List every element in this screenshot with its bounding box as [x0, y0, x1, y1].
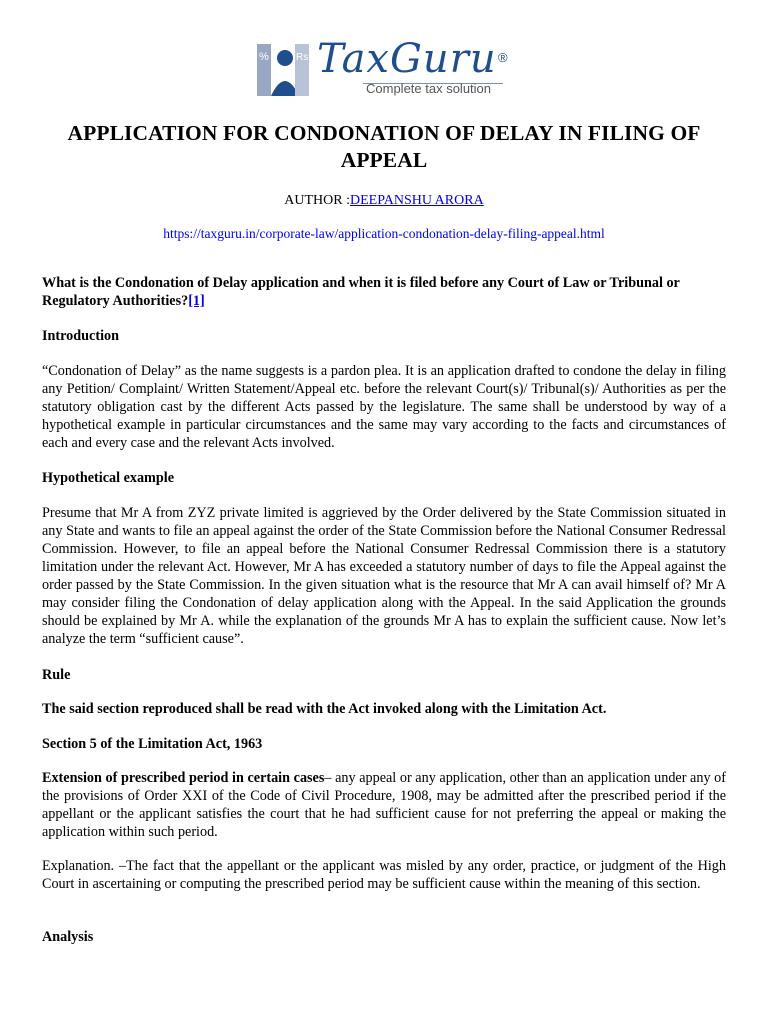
explanation-paragraph: Explanation. –The fact that the appellant or the applicant was misled by any order, practice, or judgment of the High Court in ascertaining or computing the prescribed period may be sufficient cause within the meaning of this section.: [42, 858, 726, 892]
section5-heading: Section 5 of the Limitation Act, 1963: [42, 736, 263, 752]
analysis-heading: Analysis: [42, 929, 94, 945]
introduction-paragraph: “Condonation of Delay” as the name suggests is a pardon plea. It is an application drafted to condone the delay in filing any Petition/ Complaint/ Written Statement/Appeal etc. before the relevant Court(s)/ Tribunal(s)/ Authorities as per the statutory obligation cast by the different Acts passed by the legislature. The same shall be understood by way of a hypothetical example in particular circumstances and the same may vary according to the facts and circumstances of each and every case and the relevant Acts involved.: [42, 363, 726, 451]
extension-paragraph: [42, 769, 726, 841]
introduction-heading: Introduction: [42, 328, 119, 344]
svg-text:Rs: Rs: [296, 52, 309, 63]
extension-title: Extension of prescribed period in certain cases: [42, 770, 325, 786]
question-text: What is the Condonation of Delay application and when it is filed before any Court of Law or Tribunal or Regulatory Authorities?: [42, 275, 680, 309]
question-heading: [42, 274, 726, 310]
hypothetical-heading: Hypothetical example: [42, 470, 175, 486]
taxguru-logo-icon: [255, 38, 313, 100]
logo-tagline: Complete tax solution: [366, 81, 492, 96]
source-url[interactable]: https://taxguru.in/corporate-law/application-condonation-delay-filing-appeal.html: [163, 226, 605, 241]
extension-text: – any appeal or any application, other than an application under any of the provisions of Order XXI of the Code of Civil Procedure, 1908, may be admitted after the prescribed period if the appellant or the applicant satisfies the court that he had sufficient cause for not preferring the appeal or making the application within such period.: [42, 770, 726, 840]
taxguru-logo[interactable]: [255, 38, 525, 102]
footnote-ref-link[interactable]: [1]: [188, 293, 205, 309]
author-line: [0, 193, 768, 209]
rule-paragraph: The said section reproduced shall be read with the Act invoked along with the Limitation Act.: [42, 701, 607, 717]
hypothetical-paragraph: Presume that Mr A from ZYZ private limited is aggrieved by the Order delivered by the State Commission situated in any State and wants to file an appeal against the order of the State Commission before the National Consumer Redressal Commission. However, to file an appeal before the National Consumer Redressal Commission there is a statutory limitation under the relevant Act. However, Mr A has exceeded a statutory number of days to file the Appeal against the order passed by the State Commission. In the given situation what is the resource that Mr A can avail himself of? Mr A may consider filing the Condonation of delay application along with the Appeal. In the said Application the grounds should be explained by Mr A. while the explanation of the grounds Mr A has to explain the sufficient cause. Now let’s analyze the term “sufficient cause”.: [42, 505, 726, 647]
logo-registered-mark: ®: [498, 50, 508, 65]
logo-brand: TaxGuru: [317, 36, 497, 82]
author-link[interactable]: DEEPANSHU ARORA: [350, 193, 484, 208]
author-prefix: AUTHOR :: [284, 193, 351, 208]
document-title: APPLICATION FOR CONDONATION OF DELAY IN FILING OF APPEAL: [67, 121, 701, 172]
svg-text:%: %: [259, 51, 269, 63]
rule-heading: Rule: [42, 667, 71, 683]
